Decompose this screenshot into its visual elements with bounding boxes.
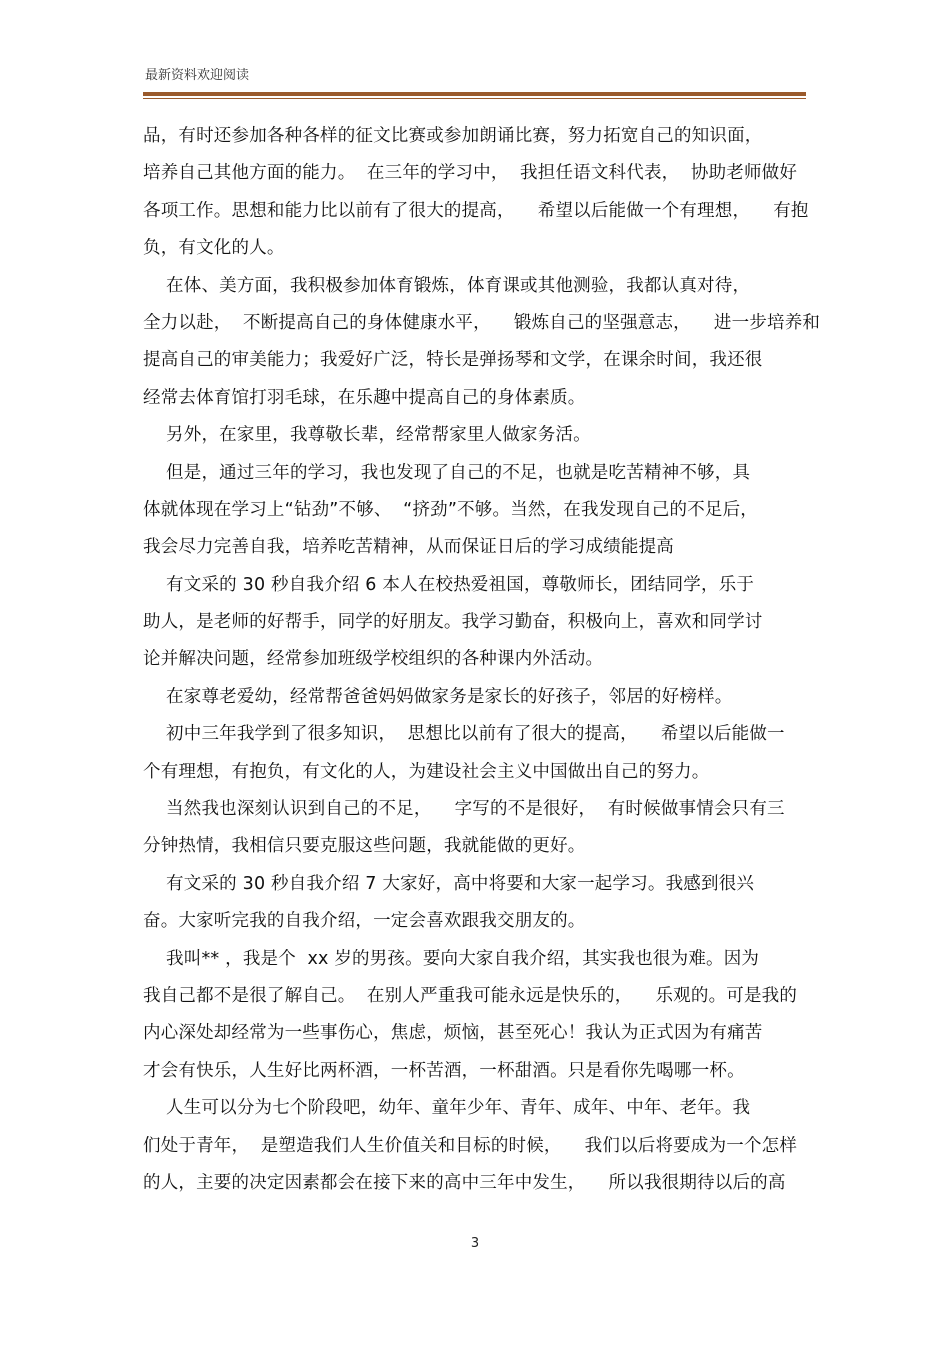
text-line: 的人，主要的决定因素都会在接下来的高中三年中发生， 所以我很期待以后的高 [143,1172,786,1193]
header-rule-thick [143,92,806,96]
text-line: 经常去体育馆打羽毛球，在乐趣中提高自己的身体素质。 [143,387,586,408]
text-line: 助人，是老师的好帮手，同学的好朋友。我学习勤奋，积极向上，喜欢和同学讨 [143,612,763,633]
text-line: 当然我也深刻认识到自己的不足， 字写的不是很好， 有时候做事情会只有三 [143,799,785,820]
text-line: 内心深处却经常为一些事伤心，焦虑，烦恼，甚至死心！我认为正式因为有痛苦 [143,1023,763,1044]
text-line: 培养自己其他方面的能力。 在三年的学习中， 我担任语文科代表， 协助老师做好 [143,163,798,184]
text-line: 人生可以分为七个阶段吧，幼年、童年少年、青年、成年、中年、老年。我 [143,1098,751,1119]
text-line: 论并解决问题，经常参加班级学校组织的各种课内外活动。 [143,649,604,670]
text-line: 有文采的 30 秒自我介绍 7 大家好，高中将要和大家一起学习。我感到很兴 [143,873,755,894]
text-line: 奋。大家听完我的自我介绍，一定会喜欢跟我交朋友的。 [143,911,586,932]
text-line: 品，有时还参加各种各样的征文比赛或参加朗诵比赛，努力拓宽自己的知识面， [143,126,763,146]
text-line: 有文采的 30 秒自我介绍 6 本人在校热爱祖国，尊敬师长，团结同学，乐于 [143,574,755,595]
text-line: 在家尊老爱幼，经常帮爸爸妈妈做家务是家长的好孩子，邻居的好榜样。 [143,686,733,707]
text-line: 在体、美方面，我积极参加体育锻炼，体育课或其他测验，我都认真对待， [143,275,751,296]
text-line: 我会尽力完善自我，培养吃苦精神，从而保证日后的学习成绩能提高 [143,537,674,558]
page-number: 3 [470,1236,480,1251]
text-line: 全力以赴， 不断提高自己的身体健康水平， 锻炼自己的坚强意志， 进一步培养和 [143,312,821,333]
running-header: 最新资料欢迎阅读 [145,68,250,83]
text-line: 但是，通过三年的学习，我也发现了自己的不足，也就是吃苦精神不够，具 [143,462,751,483]
text-line: 提高自己的审美能力；我爱好广泛，特长是弹扬琴和文学，在课余时间，我还很 [143,350,763,371]
text-line: 我自己都不是很了解自己。 在别人严重我可能永远是快乐的， 乐观的。可是我的 [143,985,798,1006]
document-body [143,118,823,1202]
text-line: 我叫** ，我是个 xx 岁的男孩。要向大家自我介绍，其实我也很为难。因为 [143,948,760,969]
text-line: 另外，在家里，我尊敬长辈，经常帮家里人做家务活。 [143,425,591,446]
header-rule-thin [143,98,806,99]
text-line: 体就体现在学习上“钻劲”不够、 “挤劲”不够。当然，在我发现自己的不足后， [143,499,758,520]
text-line: 各项工作。思想和能力比以前有了很大的提高， 希望以后能做一个有理想， 有抱 [143,200,809,221]
text-line: 们处于青年， 是塑造我们人生价值关和目标的时候， 我们以后将要成为一个怎样 [143,1135,798,1156]
text-line: 个有理想，有抱负，有文化的人，为建设社会主义中国做出自己的努力。 [143,761,710,782]
text-line: 负，有文化的人。 [143,238,285,259]
text-line: 才会有快乐，人生好比两杯酒，一杯苦酒，一杯甜酒。只是看你先喝哪一杯。 [143,1060,745,1081]
text-line: 分钟热情，我相信只要克服这些问题，我就能做的更好。 [143,836,586,857]
text-line: 初中三年我学到了很多知识， 思想比以前有了很大的提高， 希望以后能做一 [143,724,785,745]
